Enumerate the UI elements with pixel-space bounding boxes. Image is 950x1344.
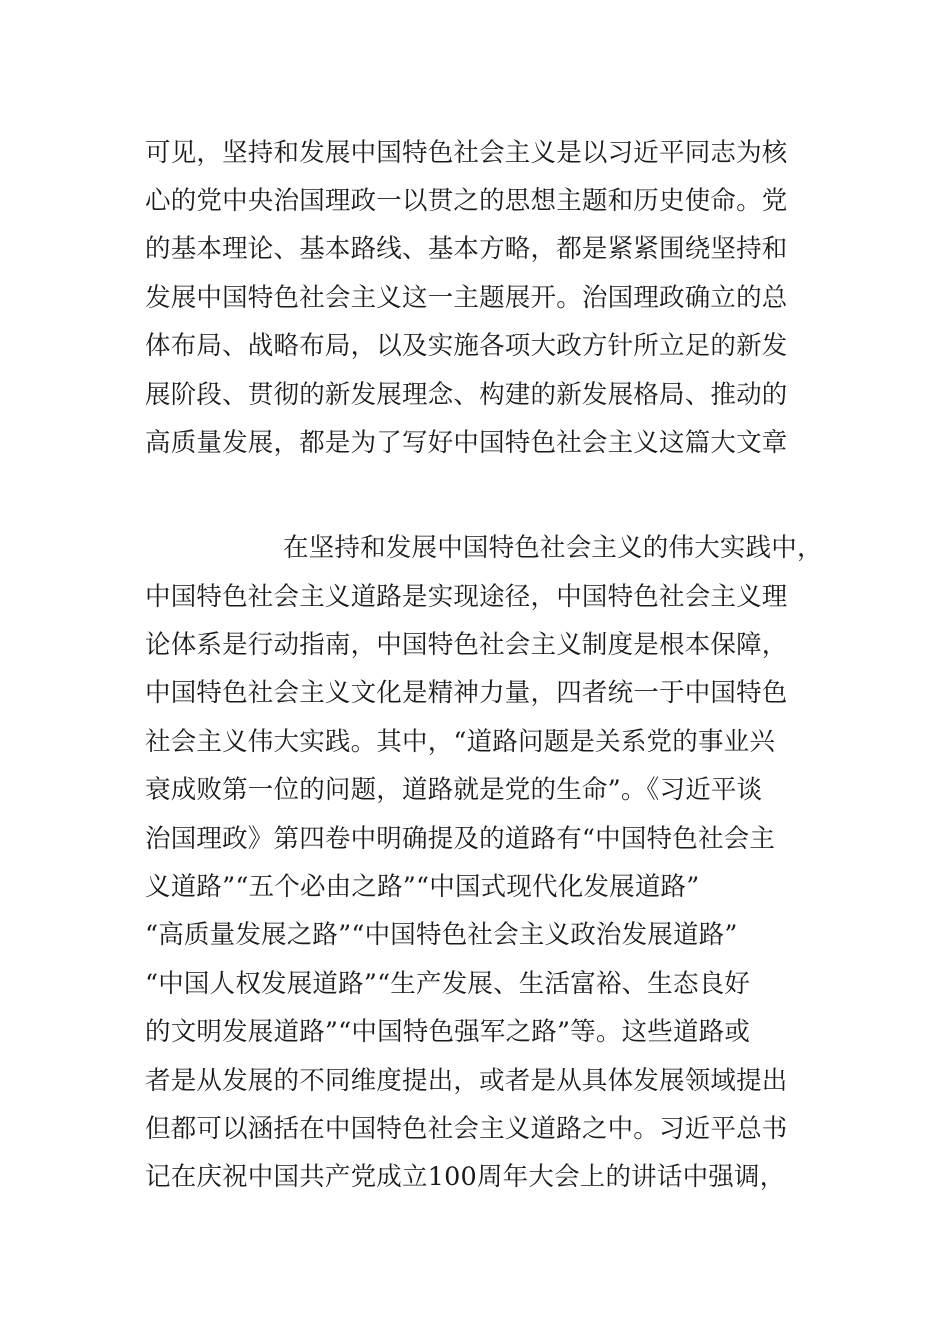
paragraph-1-line-6: 展阶段、贯彻的新发展理念、构建的新发展格局、推动的 xyxy=(145,380,788,410)
paragraph-2-line-8: 义道路”“五个必由之路”“中国式现代化发展道路” xyxy=(145,872,700,902)
paragraph-2-line-7: 治国理政》第四卷中明确提及的道路有“中国特色社会主 xyxy=(145,824,776,854)
paragraph-2-line-11: 的文明发展道路”“中国特色强军之路”等。这些道路或 xyxy=(145,1017,751,1047)
paragraph-1-line-7: 高质量发展，都是为了写好中国特色社会主义这篇大文章 xyxy=(145,428,788,458)
paragraph-1-line-1: 可见，坚持和发展中国特色社会主义是以习近平同志为核 xyxy=(145,138,788,168)
paragraph-1-line-3: 的基本理论、基本路线、基本方略，都是紧紧围绕坚持和 xyxy=(145,234,788,264)
paragraph-2-line-1: 在坚持和发展中国特色社会主义的伟大实践中， xyxy=(283,533,823,563)
paragraph-1-line-5: 体布局、战略布局，以及实施各项大政方针所立足的新发 xyxy=(145,331,788,361)
paragraph-2-line-14: 记在庆祝中国共产党成立100周年大会上的讲话中强调， xyxy=(145,1162,786,1192)
paragraph-2-line-2: 中国特色社会主义道路是实现途径，中国特色社会主义理 xyxy=(145,582,788,612)
paragraph-2-line-12: 者是从发展的不同维度提出，或者是从具体发展领域提出 xyxy=(145,1066,788,1096)
paragraph-2-line-4: 中国特色社会主义文化是精神力量，四者统一于中国特色 xyxy=(145,678,788,708)
paragraph-2-line-3: 论体系是行动指南，中国特色社会主义制度是根本保障， xyxy=(145,630,788,660)
paragraph-1-line-4: 发展中国特色社会主义这一主题展开。治国理政确立的总 xyxy=(145,283,788,313)
paragraph-2-line-9: “高质量发展之路”“中国特色社会主义政治发展道路” xyxy=(145,920,738,950)
paragraph-1-line-2: 心的党中央治国理政一以贯之的思想主题和历史使命。党 xyxy=(145,186,788,216)
paragraph-2-line-6: 衰成败第一位的问题，道路就是党的生命”。《习近平谈 xyxy=(145,775,763,805)
paragraph-2-line-5: 社会主义伟大实践。其中，“道路问题是关系党的事业兴 xyxy=(145,727,776,757)
paragraph-2-line-13: 但都可以涵括在中国特色社会主义道路之中。习近平总书 xyxy=(145,1114,788,1144)
paragraph-2-line-10: “中国人权发展道路”“生产发展、生活富裕、生态良好 xyxy=(145,969,751,999)
